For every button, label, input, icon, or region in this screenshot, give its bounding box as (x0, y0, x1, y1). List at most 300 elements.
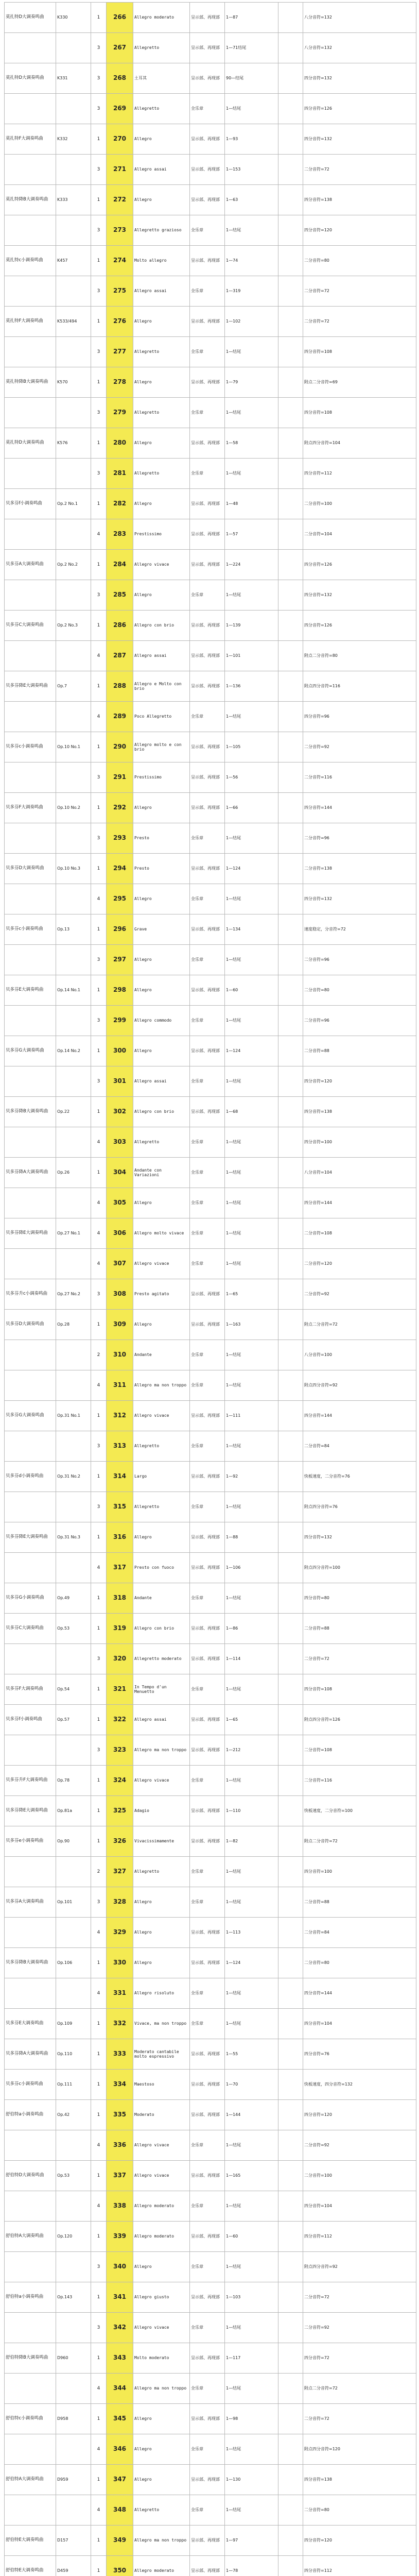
catalog-cell: Op.14 No.2 (56, 1036, 91, 1066)
metronome-note-cell: 二分音符=108 (303, 1735, 416, 1766)
table-row (5, 246, 416, 276)
exam-type-cell (278, 1766, 303, 1796)
tempo-marking-cell: Allegro (133, 1310, 190, 1340)
section-cell: 全乐章 (190, 1188, 225, 1218)
movement-cell: 3 (91, 2252, 107, 2282)
movement-cell: 4 (91, 702, 107, 732)
table-row (5, 2526, 416, 2556)
tempo-marking-cell: In Tempo d'un Menuetto (133, 1674, 190, 1705)
composer-cell: 贝多芬G大调奏鸣曲 (5, 1401, 56, 1431)
composer-cell: 贝多芬c小调奏鸣曲 (5, 732, 56, 762)
piece-number-cell: 336 (107, 2130, 133, 2161)
composer-cell: 莫扎特D大调奏鸣曲 (5, 428, 56, 459)
exam-type-cell (278, 1857, 303, 1887)
piece-number-cell: 306 (107, 1218, 133, 1249)
piece-number-cell: 271 (107, 155, 133, 185)
metronome-note-cell: 二分音符=96 (303, 1006, 416, 1036)
movement-cell: 1 (91, 1705, 107, 1735)
section-cell: 呈示部、再现部 (190, 519, 225, 550)
composer-cell: 贝多芬D大调奏鸣曲 (5, 854, 56, 884)
section-cell: 呈示部、再现部 (190, 2222, 225, 2252)
tempo-marking-cell: Allegretto (133, 459, 190, 489)
piece-number-cell: 277 (107, 337, 133, 367)
section-cell: 全乐章 (190, 945, 225, 975)
metronome-note-cell: 快板速度，二分音符=100 (303, 1796, 416, 1826)
tempo-marking-cell: Presto con fuoco (133, 1553, 190, 1583)
exam-type-cell (278, 2130, 303, 2161)
exam-type-cell (278, 1522, 303, 1553)
movement-cell: 1 (91, 2465, 107, 2495)
piece-number-cell: 273 (107, 215, 133, 246)
movement-cell: 1 (91, 611, 107, 641)
piece-number-cell: 321 (107, 1674, 133, 1705)
bar-range-cell: 1—结尾 (225, 2434, 278, 2465)
catalog-cell (56, 1188, 91, 1218)
piece-number-cell: 285 (107, 580, 133, 611)
composer-cell (5, 276, 56, 307)
movement-cell: 1 (91, 1158, 107, 1188)
tempo-marking-cell: Grave (133, 914, 190, 945)
catalog-cell (56, 2130, 91, 2161)
catalog-cell (56, 1978, 91, 2009)
movement-cell: 1 (91, 671, 107, 702)
exam-type-cell (278, 2434, 303, 2465)
table-row (5, 1401, 416, 1431)
exam-type-cell (278, 33, 303, 63)
piece-number-cell: 283 (107, 519, 133, 550)
metronome-note-cell: 四分音符=132 (303, 63, 416, 94)
movement-cell: 1 (91, 2526, 107, 2556)
composer-cell: 舒伯特E大调奏鸣曲 (5, 2556, 56, 2576)
exam-type-cell (278, 2313, 303, 2343)
exam-type-cell (278, 975, 303, 1006)
table-row (5, 519, 416, 550)
exam-type-cell (278, 1583, 303, 1614)
movement-cell: 1 (91, 550, 107, 580)
composer-cell: 莫扎特D大调奏鸣曲 (5, 63, 56, 94)
piece-number-cell: 348 (107, 2495, 133, 2526)
metronome-note-cell: 二分音符=92 (303, 732, 416, 762)
catalog-cell: Op.109 (56, 2009, 91, 2039)
table-row (5, 2374, 416, 2404)
exam-type-cell (278, 2374, 303, 2404)
movement-cell: 3 (91, 398, 107, 428)
tempo-marking-cell: Poco Allegretto (133, 702, 190, 732)
section-cell: 呈示部、再现部 (190, 428, 225, 459)
section-cell: 全乐章 (190, 2130, 225, 2161)
composer-cell: 贝多芬降E大调奏鸣曲 (5, 1796, 56, 1826)
table-row (5, 854, 416, 884)
piece-number-cell: 305 (107, 1188, 133, 1218)
tempo-marking-cell: Allegro (133, 489, 190, 519)
composer-cell (5, 580, 56, 611)
table-row (5, 1887, 416, 1918)
movement-cell: 1 (91, 2009, 107, 2039)
movement-cell: 1 (91, 428, 107, 459)
bar-range-cell: 1—结尾 (225, 2495, 278, 2526)
table-row (5, 1492, 416, 1522)
piece-number-cell: 317 (107, 1553, 133, 1583)
bar-range-cell: 1—结尾 (225, 1431, 278, 1462)
section-cell: 呈示部、再现部 (190, 1522, 225, 1553)
tempo-marking-cell: Allegro (133, 1036, 190, 1066)
catalog-cell: K330 (56, 3, 91, 33)
section-cell: 全乐章 (190, 1857, 225, 1887)
catalog-cell: Op.106 (56, 1948, 91, 1978)
metronome-note-cell: 四分音符=144 (303, 1188, 416, 1218)
piece-number-cell: 342 (107, 2313, 133, 2343)
catalog-cell: D459 (56, 2556, 91, 2576)
section-cell: 呈示部、再现部 (190, 3, 225, 33)
table-row (5, 459, 416, 489)
movement-cell: 1 (91, 2161, 107, 2191)
metronome-note-cell: 四分音符=120 (303, 1066, 416, 1097)
composer-cell: 贝多芬降E大调奏鸣曲 (5, 1218, 56, 1249)
section-cell: 呈示部、再现部 (190, 1614, 225, 1644)
movement-cell: 3 (91, 2313, 107, 2343)
piece-number-cell: 347 (107, 2465, 133, 2495)
metronome-note-cell: 二分音符=72 (303, 155, 416, 185)
catalog-cell (56, 2191, 91, 2222)
piece-number-cell: 301 (107, 1066, 133, 1097)
bar-range-cell: 1—结尾 (225, 2191, 278, 2222)
table-row (5, 1188, 416, 1218)
movement-cell: 1 (91, 489, 107, 519)
section-cell: 全乐章 (190, 94, 225, 124)
section-cell: 全乐章 (190, 1340, 225, 1370)
composer-cell (5, 2252, 56, 2282)
composer-cell: 贝多芬降E大调奏鸣曲 (5, 1522, 56, 1553)
bar-range-cell: 1—结尾 (225, 580, 278, 611)
metronome-note-cell: 四分音符=144 (303, 793, 416, 823)
composer-cell: 贝多芬降E大调奏鸣曲 (5, 671, 56, 702)
movement-cell: 4 (91, 519, 107, 550)
movement-cell: 3 (91, 823, 107, 854)
piece-number-cell: 344 (107, 2374, 133, 2404)
bar-range-cell: 1—319 (225, 276, 278, 307)
metronome-note-cell: 附点四分音符=116 (303, 671, 416, 702)
movement-cell: 4 (91, 1249, 107, 1279)
catalog-cell: Op.49 (56, 1583, 91, 1614)
table-row (5, 2009, 416, 2039)
piece-number-cell: 341 (107, 2282, 133, 2313)
section-cell: 全乐章 (190, 1978, 225, 2009)
tempo-marking-cell: Allegro (133, 185, 190, 215)
composer-cell (5, 1644, 56, 1674)
piece-number-cell: 280 (107, 428, 133, 459)
movement-cell: 3 (91, 276, 107, 307)
piece-number-cell: 303 (107, 1127, 133, 1158)
section-cell: 呈示部、再现部 (190, 2404, 225, 2434)
exam-type-cell (278, 2526, 303, 2556)
movement-cell: 4 (91, 1370, 107, 1401)
composer-cell: 莫扎特降B大调奏鸣曲 (5, 185, 56, 215)
tempo-marking-cell: Allegretto (133, 1127, 190, 1158)
composer-cell (5, 215, 56, 246)
metronome-note-cell: 快板速度，二分音符=76 (303, 1462, 416, 1492)
movement-cell: 3 (91, 1006, 107, 1036)
metronome-note-cell: 二分音符=92 (303, 1279, 416, 1310)
exam-type-cell (278, 2495, 303, 2526)
metronome-note-cell: 四分音符=100 (303, 1127, 416, 1158)
composer-cell (5, 1492, 56, 1522)
tempo-marking-cell: Allegro con brio (133, 611, 190, 641)
catalog-cell (56, 1735, 91, 1766)
movement-cell: 2 (91, 1857, 107, 1887)
section-cell: 呈示部、再现部 (190, 124, 225, 155)
table-row (5, 2161, 416, 2191)
piece-number-cell: 335 (107, 2100, 133, 2130)
composer-cell (5, 94, 56, 124)
bar-range-cell: 1—65 (225, 1279, 278, 1310)
table-row (5, 1826, 416, 1857)
tempo-marking-cell: 土耳其 (133, 63, 190, 94)
bar-range-cell: 1—163 (225, 1310, 278, 1340)
exam-type-cell (278, 1310, 303, 1340)
exam-type-cell (278, 2009, 303, 2039)
piece-number-cell: 324 (107, 1766, 133, 1796)
table-row (5, 1644, 416, 1674)
exam-type-cell (278, 1279, 303, 1310)
movement-cell: 1 (91, 914, 107, 945)
section-cell: 全乐章 (190, 2495, 225, 2526)
movement-cell: 1 (91, 185, 107, 215)
tempo-marking-cell: Allegro assai (133, 155, 190, 185)
catalog-cell (56, 884, 91, 914)
composer-cell: 舒伯特D大调奏鸣曲 (5, 2161, 56, 2191)
catalog-cell (56, 1127, 91, 1158)
table-row (5, 33, 416, 63)
bar-range-cell: 1—124 (225, 854, 278, 884)
section-cell: 呈示部、再现部 (190, 1826, 225, 1857)
catalog-cell (56, 2434, 91, 2465)
metronome-note-cell: 二分音符=80 (303, 2495, 416, 2526)
section-cell: 呈示部、再现部 (190, 1462, 225, 1492)
metronome-note-cell: 二分音符=92 (303, 2313, 416, 2343)
tempo-marking-cell: Vivacissimamente (133, 1826, 190, 1857)
exam-type-cell (278, 459, 303, 489)
metronome-note-cell: 二分音符=80 (303, 246, 416, 276)
exam-type-cell (278, 2070, 303, 2100)
bar-range-cell: 1—224 (225, 550, 278, 580)
table-row (5, 1097, 416, 1127)
metronome-note-cell: 四分音符=132 (303, 580, 416, 611)
section-cell: 呈示部、再现部 (190, 762, 225, 793)
table-row (5, 367, 416, 398)
exam-type-cell (278, 762, 303, 793)
bar-range-cell: 1—106 (225, 1553, 278, 1583)
section-cell: 呈示部、再现部 (190, 1796, 225, 1826)
tempo-marking-cell: Prestissimo (133, 519, 190, 550)
piece-number-cell: 334 (107, 2070, 133, 2100)
movement-cell: 4 (91, 1978, 107, 2009)
tempo-marking-cell: Molto moderato (133, 2343, 190, 2374)
tempo-marking-cell: Allegro risoluto (133, 1978, 190, 2009)
piece-number-cell: 313 (107, 1431, 133, 1462)
bar-range-cell: 1—结尾 (225, 1158, 278, 1188)
section-cell: 呈示部、再现部 (190, 1310, 225, 1340)
table-row (5, 185, 416, 215)
exam-type-cell (278, 1948, 303, 1978)
composer-cell (5, 1553, 56, 1583)
catalog-cell: K331 (56, 63, 91, 94)
metronome-note-cell: 二分音符=138 (303, 854, 416, 884)
tempo-marking-cell: Allegro (133, 2404, 190, 2434)
piece-number-cell: 299 (107, 1006, 133, 1036)
section-cell: 呈示部、再现部 (190, 671, 225, 702)
piece-number-cell: 316 (107, 1522, 133, 1553)
movement-cell: 1 (91, 246, 107, 276)
metronome-note-cell: 八分音符=100 (303, 1340, 416, 1370)
composer-cell: 贝多芬G大调奏鸣曲 (5, 1036, 56, 1066)
section-cell: 全乐章 (190, 2009, 225, 2039)
tempo-marking-cell: Andante con Variazioni (133, 1158, 190, 1188)
table-row (5, 2191, 416, 2222)
movement-cell: 4 (91, 1918, 107, 1948)
section-cell: 全乐章 (190, 1492, 225, 1522)
section-cell: 呈示部、再现部 (190, 2465, 225, 2495)
table-row (5, 2343, 416, 2374)
catalog-cell (56, 702, 91, 732)
bar-range-cell: 1—58 (225, 428, 278, 459)
piece-number-cell: 291 (107, 762, 133, 793)
exam-type-cell (278, 1127, 303, 1158)
tempo-marking-cell: Allegro assai (133, 1705, 190, 1735)
piece-number-cell: 282 (107, 489, 133, 519)
catalog-cell (56, 823, 91, 854)
tempo-marking-cell: Molto allegro (133, 246, 190, 276)
section-cell: 全乐章 (190, 580, 225, 611)
composer-cell: 贝多芬升c小调奏鸣曲 (5, 1279, 56, 1310)
table-row (5, 1249, 416, 1279)
piece-number-cell: 278 (107, 367, 133, 398)
movement-cell: 1 (91, 1674, 107, 1705)
table-row (5, 1218, 416, 1249)
table-row (5, 1796, 416, 1826)
composer-cell (5, 1249, 56, 1279)
piece-number-cell: 325 (107, 1796, 133, 1826)
metronome-note-cell: 二分音符=116 (303, 1766, 416, 1796)
composer-cell (5, 2495, 56, 2526)
piece-number-cell: 269 (107, 94, 133, 124)
metronome-note-cell: 附点四分音符=76 (303, 1492, 416, 1522)
tempo-marking-cell: Allegro moderato (133, 2222, 190, 2252)
catalog-cell: Op.90 (56, 1826, 91, 1857)
metronome-note-cell: 四分音符=144 (303, 1401, 416, 1431)
movement-cell: 1 (91, 367, 107, 398)
composer-cell (5, 1735, 56, 1766)
table-row (5, 1370, 416, 1401)
movement-cell: 3 (91, 63, 107, 94)
exam-type-cell (278, 1158, 303, 1188)
piece-number-cell: 332 (107, 2009, 133, 2039)
piece-number-cell: 289 (107, 702, 133, 732)
catalog-cell: Op.2 No.3 (56, 611, 91, 641)
table-row (5, 2282, 416, 2313)
piece-number-cell: 337 (107, 2161, 133, 2191)
movement-cell: 4 (91, 2191, 107, 2222)
catalog-cell: Op.27 No.2 (56, 1279, 91, 1310)
catalog-cell (56, 215, 91, 246)
exam-type-cell (278, 1218, 303, 1249)
metronome-note-cell: 四分音符=72 (303, 2343, 416, 2374)
exam-type-cell (278, 580, 303, 611)
composer-cell: 贝多芬降A大调奏鸣曲 (5, 2039, 56, 2070)
table-row (5, 3, 416, 33)
section-cell: 全乐章 (190, 459, 225, 489)
section-cell: 全乐章 (190, 823, 225, 854)
table-row (5, 1462, 416, 1492)
movement-cell: 3 (91, 215, 107, 246)
bar-range-cell: 1—结尾 (225, 1188, 278, 1218)
piece-number-cell: 338 (107, 2191, 133, 2222)
composer-cell: 贝多芬D大调奏鸣曲 (5, 1310, 56, 1340)
table-row (5, 2100, 416, 2130)
piece-number-cell: 292 (107, 793, 133, 823)
table-row (5, 1614, 416, 1644)
metronome-note-cell: 附点四分音符=92 (303, 1370, 416, 1401)
bar-range-cell: 1—124 (225, 1948, 278, 1978)
bar-range-cell: 1—结尾 (225, 1218, 278, 1249)
table-row (5, 823, 416, 854)
bar-range-cell: 1—56 (225, 762, 278, 793)
metronome-note-cell: 八分音符=132 (303, 3, 416, 33)
composer-cell: 贝多芬G小调奏鸣曲 (5, 1583, 56, 1614)
metronome-note-cell: 二分音符=84 (303, 1918, 416, 1948)
table-row (5, 1705, 416, 1735)
metronome-note-cell: 四分音符=144 (303, 1978, 416, 2009)
catalog-cell (56, 1249, 91, 1279)
composer-cell: 莫扎特F大调奏鸣曲 (5, 307, 56, 337)
tempo-marking-cell: Allegro (133, 124, 190, 155)
section-cell: 呈示部、再现部 (190, 914, 225, 945)
composer-cell (5, 702, 56, 732)
exam-type-cell (278, 671, 303, 702)
metronome-note-cell: 四分音符=112 (303, 2222, 416, 2252)
repertoire-table-sheet (4, 2, 416, 2576)
movement-cell: 3 (91, 945, 107, 975)
catalog-cell (56, 276, 91, 307)
metronome-note-cell: 四分音符=112 (303, 459, 416, 489)
metronome-note-cell: 二分音符=72 (303, 276, 416, 307)
piece-number-cell: 298 (107, 975, 133, 1006)
table-row (5, 155, 416, 185)
movement-cell: 3 (91, 155, 107, 185)
piece-number-cell: 307 (107, 1249, 133, 1279)
bar-range-cell: 1—88 (225, 1522, 278, 1553)
metronome-note-cell: 四分音符=126 (303, 611, 416, 641)
tempo-marking-cell: Allegro assai (133, 1066, 190, 1097)
composer-cell: 贝多芬f小调奏鸣曲 (5, 489, 56, 519)
composer-cell (5, 2374, 56, 2404)
metronome-note-cell: 附点二分音符=69 (303, 367, 416, 398)
exam-type-cell (278, 2465, 303, 2495)
exam-type-cell (278, 1431, 303, 1462)
bar-range-cell: 1—124 (225, 1036, 278, 1066)
bar-range-cell: 1—74 (225, 246, 278, 276)
section-cell: 呈示部、再现部 (190, 2039, 225, 2070)
bar-range-cell: 1—71结尾 (225, 33, 278, 63)
movement-cell: 1 (91, 1614, 107, 1644)
bar-range-cell: 1—结尾 (225, 1887, 278, 1918)
catalog-cell: D157 (56, 2526, 91, 2556)
composer-cell: 贝多芬C大调奏鸣曲 (5, 1614, 56, 1644)
catalog-cell (56, 1857, 91, 1887)
tempo-marking-cell: Allegro ma non troppo (133, 2374, 190, 2404)
exam-type-cell (278, 1978, 303, 2009)
exam-type-cell (278, 550, 303, 580)
piece-number-cell: 331 (107, 1978, 133, 2009)
